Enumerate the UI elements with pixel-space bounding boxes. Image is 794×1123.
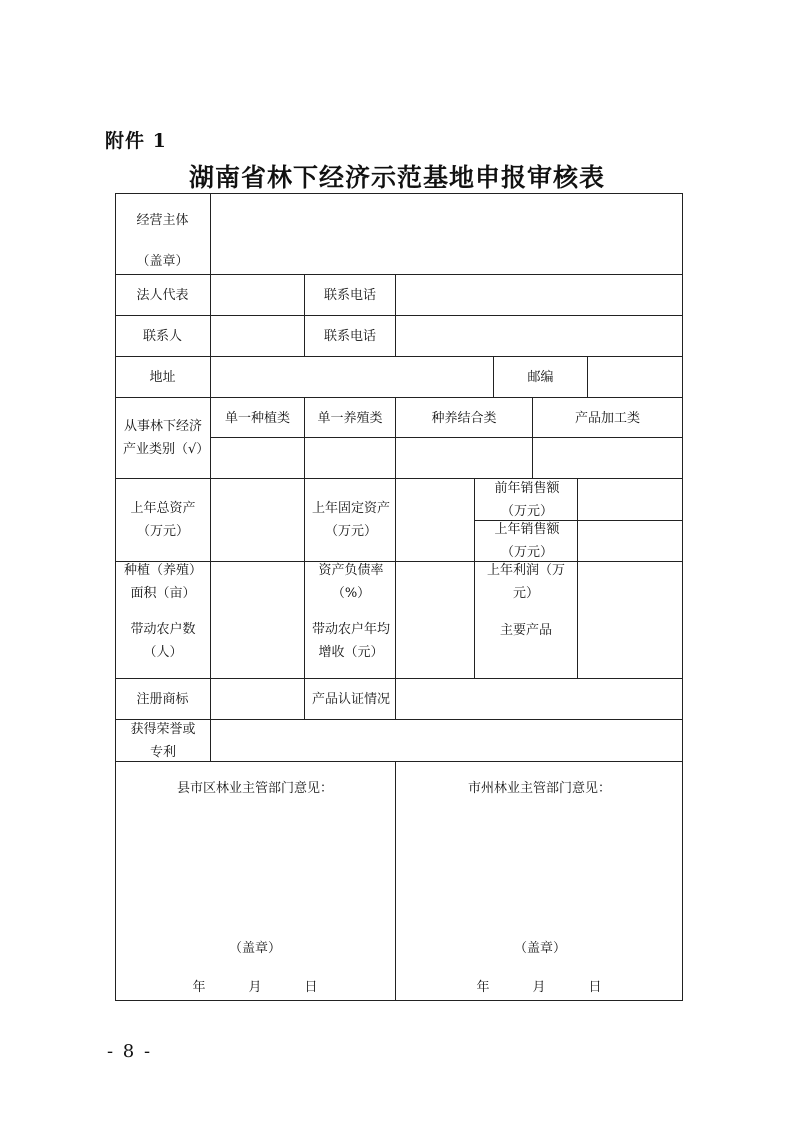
contact-phone-field[interactable] (396, 275, 682, 316)
total-assets-field[interactable] (211, 479, 304, 561)
trademark-label: 注册商标 (136, 691, 189, 707)
postcode-field[interactable] (588, 357, 682, 398)
fixed-assets-field[interactable] (396, 479, 474, 561)
county-seal-note: （盖章） (228, 940, 281, 956)
main-products-field[interactable] (578, 603, 682, 678)
category-label: 从事林下经济产业类别（√） (123, 419, 210, 457)
trademark-field[interactable] (211, 679, 304, 719)
contact-phone-label-2: 联系电话 (323, 329, 376, 344)
contact-phone-label: 联系电话 (323, 288, 376, 303)
last-sales-label: 上年销售额（万元） (494, 522, 560, 560)
category-option-processing: 产品加工类 (574, 410, 640, 426)
county-date-year: 年 (192, 979, 206, 995)
county-opinion-label: 县市区林业主管部门意见： (176, 780, 333, 796)
operator-field[interactable] (211, 194, 682, 274)
planting-area-field[interactable] (211, 562, 304, 602)
prev-sales-field[interactable] (578, 479, 682, 520)
city-opinion-field[interactable] (397, 803, 682, 933)
last-profit-field[interactable] (578, 562, 682, 602)
legal-rep-label: 法人代表 (136, 288, 189, 303)
debt-ratio-label: 资产负债率（%） (318, 563, 384, 601)
last-sales-field[interactable] (578, 521, 682, 561)
main-products-label: 主要产品 (499, 623, 552, 638)
page-number: - 8 - (107, 1041, 153, 1062)
debt-ratio-field[interactable] (396, 562, 474, 602)
operator-label: 经营主体 (136, 212, 189, 228)
total-assets-label: 上年总资产（万元） (130, 501, 196, 539)
category-option-combined: 种养结合类 (431, 410, 497, 426)
category-option-breeding: 单一养殖类 (317, 410, 383, 426)
county-opinion-field[interactable] (116, 803, 395, 933)
category-check-planting[interactable] (211, 438, 304, 478)
city-date-day: 日 (588, 979, 602, 995)
certification-field[interactable] (396, 679, 682, 719)
households-label: 带动农户数（人） (130, 621, 196, 660)
city-date-year: 年 (476, 979, 490, 995)
last-profit-label: 上年利润（万元） (486, 563, 565, 601)
category-check-processing[interactable] (533, 438, 682, 478)
postcode-label: 邮编 (527, 370, 554, 385)
category-check-combined[interactable] (396, 438, 532, 478)
category-option-planting: 单一种植类 (224, 410, 290, 426)
city-date-month: 月 (532, 979, 546, 995)
contact-person-field[interactable] (211, 316, 304, 357)
address-label: 地址 (149, 370, 176, 385)
contact-phone-field-2[interactable] (396, 316, 682, 357)
city-opinion-label: 市州林业主管部门意见： (467, 780, 611, 796)
planting-area-label: 种植（养殖）面积（亩） (123, 563, 202, 601)
fixed-assets-label: 上年固定资产（万元） (311, 501, 390, 539)
county-date-month: 月 (248, 979, 262, 995)
operator-seal-note: （盖章） (136, 253, 189, 269)
honors-field[interactable] (211, 720, 682, 761)
category-check-breeding[interactable] (305, 438, 395, 478)
city-seal-note: （盖章） (513, 940, 566, 956)
attachment-label: 附件 1 (105, 130, 167, 152)
certification-label: 产品认证情况 (311, 691, 390, 707)
county-date-day: 日 (304, 979, 318, 995)
legal-rep-field[interactable] (211, 275, 304, 316)
income-increase-label: 带动农户年均增收（元） (311, 621, 390, 660)
prev-sales-label: 前年销售额（万元） (494, 480, 560, 519)
application-form-table (115, 193, 683, 1001)
contact-person-label: 联系人 (142, 329, 182, 344)
honors-label: 获得荣誉或专利 (130, 721, 196, 760)
address-field[interactable] (211, 357, 493, 398)
households-field[interactable] (211, 603, 304, 678)
form-title: 湖南省林下经济示范基地申报审核表 (188, 163, 605, 192)
income-increase-field[interactable] (396, 603, 474, 678)
